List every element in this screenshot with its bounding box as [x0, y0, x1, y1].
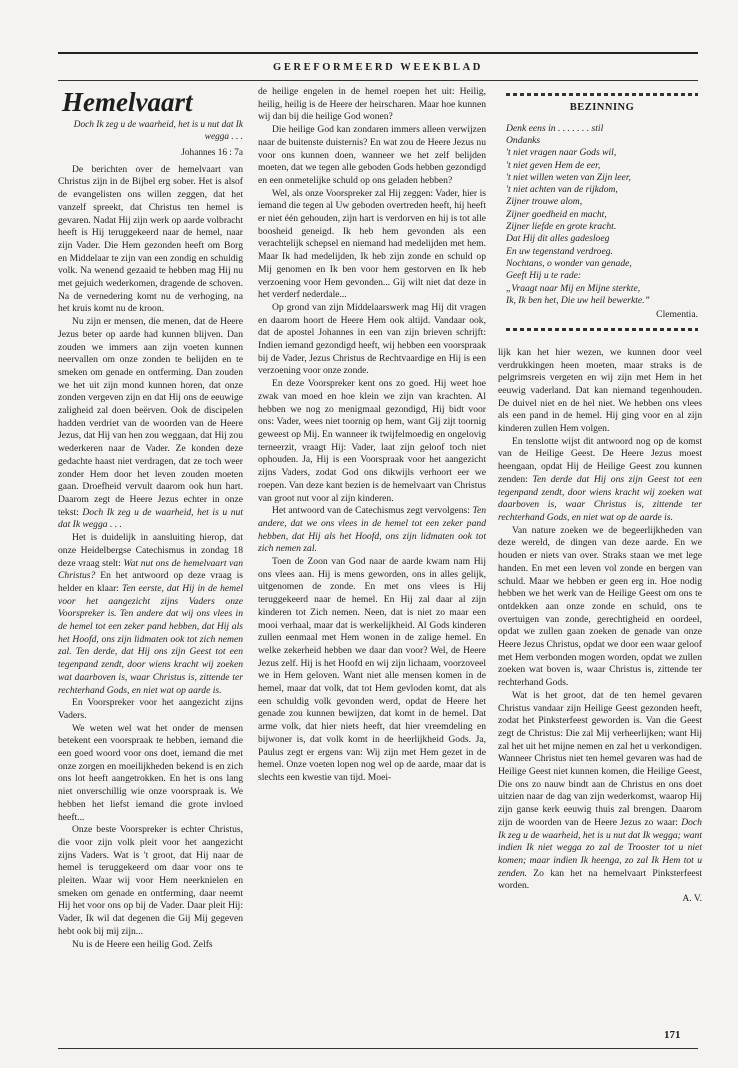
- paragraph: Die heilige God kan zondaren immers alleen verwijzen naar de buitenste duisternis? En wat zou de Heere Jezus nu voor ons kunnen doen, wanneer we het zelf belijden moeten, dat we tegen alle geboden Gods hebben gezondigd en een onmetelijke schuld op ons geladen hebben?: [258, 124, 486, 186]
- box-border-bottom: [506, 328, 698, 331]
- paragraph: En Voorspreker voor het aangezicht zijns Vaders.: [58, 697, 243, 721]
- motto-reference: Johannes 16 : 7a: [181, 148, 243, 158]
- poem-line: Zijner goedheid en macht,: [506, 208, 607, 220]
- paragraph: De berichten over de hemelvaart van Christus zijn in de Bijbel erg sober. Het is alsof de evangelisten ons willen zeggen, dat het vanzelf spreekt, dat Christus ten hemel is gevaren. Nadat Hij zijn werk op aarde volbracht heeft is Hij teruggekeerd naar de hemel, naar zijn Vader. Die Hem gezonden heeft om Borg en Middelaar te zijn van een zondig en schuldig volk. Na wenend gezaaid te hebben mag Hij nu met gejuich wederkomen, dragende de schoven. Na de vernedering komt nu de verhoging, na het kruis komt nu de kroon.: [58, 163, 243, 315]
- article-title: Hemelvaart: [62, 87, 193, 117]
- paragraph: de heilige engelen in de hemel roepen het uit: Heilig, heilig, heilig is de Heere der heirscharen. Maar hoe kunnen wij dan bij die heilige God wonen?: [258, 86, 486, 123]
- bottom-rule: [58, 1048, 698, 1049]
- paragraph: Van nature zoeken we de begeerlijkheden van deze wereld, de dingen van deze aarde. En we houden er niets van over. Straks staan we met lege handen. En met een leven vol zonde en bergen van schuld. Maar we hebben er geen erg in. Hoe nodig hebben we het werk van de Heilige Geest om ons te ontdekken aan onze zonde en schuld, ons te overtuigen van zonde, gerechtigheid en oordeel, opdat we zullen gaan zoeken de genade van onze Heere Jezus Christus, opdat we door een waar geloof met Hem verbonden mogen worden, opdat we zullen zoeken wat boven is, waar Christus is, zittende ter rechterhand Gods.: [498, 524, 702, 689]
- top-rule: [58, 52, 698, 54]
- poem-line: Denk eens in . . . . . . . stil: [506, 122, 604, 134]
- poem-line: En uw tegenstand verdroeg.: [506, 245, 613, 257]
- bezinning-box: [498, 87, 702, 339]
- paragraph: En tenslotte wijst dit antwoord nog op de komst van de Heilige Geest. De Heere Jezus moest heengaan, opdat Hij de Heilige Geest zou kunnen zenden: Ten derde dat Hij ons zijn Geest tot een tegenpand zendt, door wiens kracht wij zoeken wat daarboven is, waar Christus is, zittende ter rechterhand Gods, en niet wat op de aarde is.: [498, 435, 702, 523]
- paragraph: Onze beste Voorspreker is echter Christus, die voor zijn volk pleit voor het aangezicht zijns Vaders. Wat is 't groot, dat Hij naar de hemel is teruggekeerd om daar voor ons te pleiten. Waar wij voor Hem neerknielen en smeken om genade en ontferming, daar neemt Hij het voor ons op bij de Vader. Daar pleit Hij: Vader, Ik wil dat degenen die Gij Mij gegeven hebt ook bij mij zijn...: [58, 824, 243, 937]
- poem-line: 't niet geven Hem de eer,: [506, 159, 601, 171]
- poem-line: Ondanks: [506, 135, 541, 146]
- header-rule: [58, 80, 698, 81]
- poem: [506, 123, 698, 307]
- paragraph: Het is duidelijk in aansluiting hierop, dat onze Heidelbergse Catechismus in zondag 18 deze vraag stelt: Wat nut ons de hemelvaart van Christus? En het antwoord op deze vraag is helder en klaar: Ten eerste, dat Hij in de hemel voor het aangezicht zijns Vaders onze Voorspreker is. Ten andere dat wij ons vlees in de hemel tot een zeker pand hebben, dat Hij als het Hoofd, ons zijn lidmaten ook tot zich nemen zal. Ten derde, dat Hij ons zijn Geest tot een tegenpand zendt, door wiens kracht wij zoeken wat daarboven is, waar Christus is, zittende ter rechterhand Gods, en niet wat op aarde is.: [58, 532, 243, 696]
- paragraph: En deze Voorspreker kent ons zo goed. Hij weet hoe zwak van moed en hoe klein we zijn van krachten. Al hebben we nog zo menigmaal gezondigd, Hij bidt voor ons: Vader, wees niet toornig op hem, want Gij zijt toornig geweest op Mij. En wanneer ik twijfelmoedig en ongelovig terneerzit, vraagt Hij: Vader, laat zijn geloof toch niet ophouden. Ja, Hij is een Voorspraak voor het aangezicht zijns Vaders, zodat God ons dikwijls verhoort eer we roepen. Van deze kant bezien is de hemelvaart van Christus van groot nut voor al zijn kinderen.: [258, 378, 486, 504]
- poem-line: „Vraagt naar Mij en Mijne sterkte,: [506, 282, 641, 294]
- poem-line: 't niet willen weten van Zijn leer,: [506, 171, 631, 183]
- poem-line: Geeft Hij u te rade:: [506, 270, 582, 282]
- poem-line: 't niet vragen naar Gods wil,: [506, 147, 617, 159]
- column-2: [258, 86, 486, 785]
- paragraph: We weten wel wat het onder de mensen betekent een voorspraak te hebben, iemand die een goed woord voor ons doet, iemand die met onze zorgen en moeilijkheden bekend is en zich ons lot heeft aangetrokken. En het is ons lang niet onverschillig wie onze voorspraak is. We hebben het liefst iemand die grote invloed heeft...: [58, 722, 243, 823]
- paragraph: Op grond van zijn Middelaarswerk mag Hij dit vragen en daarom hoort de Heere Hem ook altijd. Vandaar ook, dat de apostel Johannes in een van zijn brieven schrijft: Indien iemand gezondigd heeft, wij hebben een voorspraak bij de Vader, Jezus Christus de Rechtvaardige en Hij is een verzoening voor onze zonde.: [258, 301, 486, 377]
- paragraph: lijk kan het hier wezen, we kunnen door veel verdrukkingen heen moeten, maar straks is de pelgrimsreis vergeten en wij zijn met Hem in het eeuwig vaderland. Dat kan niemand tegenhouden. De duivel niet en de hel niet. We hebben ons vlees als een pand in de hemel. Hij ging voor en al zijn kinderen zullen Hem volgen.: [498, 346, 702, 435]
- magazine-header: GEREFORMEERD WEEKBLAD: [273, 62, 483, 73]
- poem-line: Nochtans, o wonder van genade,: [506, 257, 632, 269]
- poem-line: Zijner liefde en grote kracht.: [506, 221, 617, 233]
- column-3: [498, 87, 702, 906]
- article-motto: Doch Ik zeg u de waarheid, het is u nut dat Ik wegga . . .: [73, 120, 243, 142]
- poem-line: Dat Hij dit alles gadesloeg: [506, 233, 610, 245]
- box-title: BEZINNING: [569, 102, 635, 113]
- paragraph: Wel, als onze Voorspreker zal Hij zeggen: Vader, hier is iemand die tegen al Uw geboden overtreden heeft, hij heeft er niet één gehouden, zijn hart is verdorven en hij is tot alle boosheid geneigd. Ik heb hem gevonden als een verachtelijk schepsel en niemand had medelijden met hem. Maar Ik had medelijden, Ik heb zijn zonde en schuld op Mij genomen en Ik ben voor hem gestorven en Ik heb verzoening voor Hem gevonden... Gij wilt niet dat deze in het verderf nederdale...: [258, 187, 486, 301]
- poem-signature: Clementia.: [656, 309, 698, 321]
- author-initials: A. V.: [682, 893, 702, 905]
- box-border-top: [506, 93, 698, 96]
- paragraph: Het antwoord van de Catechismus zegt vervolgens: Ten andere, dat we ons vlees in de hemel tot een zeker pand hebben, dat Hij als het Hoofd, ons zijn lidmaten ook tot zich nemen zal.: [258, 505, 486, 555]
- column-1: [58, 86, 243, 951]
- poem-line: Zijner trouwe alom,: [506, 196, 583, 208]
- poem-line: 't niet achten van de rijkdom,: [506, 184, 618, 196]
- paragraph: Wat is het groot, dat de ten hemel gevaren Christus vandaar zijn Heilige Geest gezonden heeft, zodat het Pinksterfeest geworden is. Van die Geest zegt de Christus: Die zal Mij verheerlijken; want Hij zal het uit het mijne nemen en zal het u verkondigen. Wanneer Christus niet ten hemel gevaren was had de Heilige Geest niet kunnen komen, die Heilige Geest, Die ons zo nauw bindt aan de Christus en ons doet uitzien naar de dag van zijn wederkomst, waarop Hij zijn ganse kerk eeuwig thuis zal brengen. Daarom zijn de woorden van de Heere Jezus zo waar: Doch Ik zeg u de waarheid, het is u nut dat Ik wegga; want indien Ik niet wegga zo zal de Trooster tot u niet komen; maar indien Ik heenga, zo zal Ik Hem tot u zenden. Zo kan het na hemelvaart Pinksterfeest worden.: [498, 689, 702, 892]
- page-number: 171: [664, 1029, 681, 1041]
- paragraph: Nu zijn er mensen, die menen, dat de Heere Jezus beter op aarde had kunnen blijven. Dan zouden we immers aan zijn voeten kunnen neervallen om onze zonden te belijden en te smeken om genade en ontferming. Dan zouden we het uit zijn mond kunnen horen, dat onze zonden vergeven zijn en dat Hij ons de eeuwige zaligheid zal doen beërven. Ook de discipelen hadden verdriet van de woorden van de Heere Jezus, dat Hij van hen zou weggaan, dat Hij zou wederkeren naar de Vader. Ze konden deze gedachte haast niet verdragen, dat ze toch weer zonder Hem door het leven zouden moeten gaan. Droefheid vervult daarom ook hun hart. Daarom zegt de Heere Jezus echter in onze tekst: Doch Ik zeg u de waarheid, het is u nut dat Ik wegga . . .: [58, 316, 243, 531]
- paragraph: Nu is de Heere een heilig God. Zelfs: [72, 938, 213, 950]
- paragraph: Toen de Zoon van God naar de aarde kwam nam Hij ons vlees aan. Hij is mens geworden, ons in alles gelijk, uitgenomen de zonde. En met ons vlees is Hij teruggekeerd naar de hemel. En Hij zal daar al zijn kinderen tot Zich nemen. Neen, dat is niet zo maar een mooi verhaal, maar dat is werkelijkheid. Al Gods kinderen zullen eenmaal met Hem wonen in de zalige hemel. En welke zekerheid hebben we daar dan voor? Wel, de Heere Jezus zelf. Hij is het Hoofd en wij zijn lichaam, voorzoveel we in Hem geloven. Want niet alle mensen komen in de hemel, maar dat volk, dat tot Hem gevloden komt, dat als een schuldig volk gevonden werd, opdat de Heere het genade zou kunnen bewijzen, dat komt in de hemel. Dat arme volk, dat hier niets heeft, dat hier vreemdeling en bijwoner is, dat volk komt in de heerlijkheid Gods. Ja, Paulus zegt er ergens van: Wij zijn met Hem gezet in de hemel. Onze voeten lopen nog wel op de aarde, maar dat is slechts een kwestie van tijd. Moei-: [258, 556, 486, 783]
- poem-line: Ik, Ik ben het, Die uw heil bewerkte.”: [506, 294, 650, 306]
